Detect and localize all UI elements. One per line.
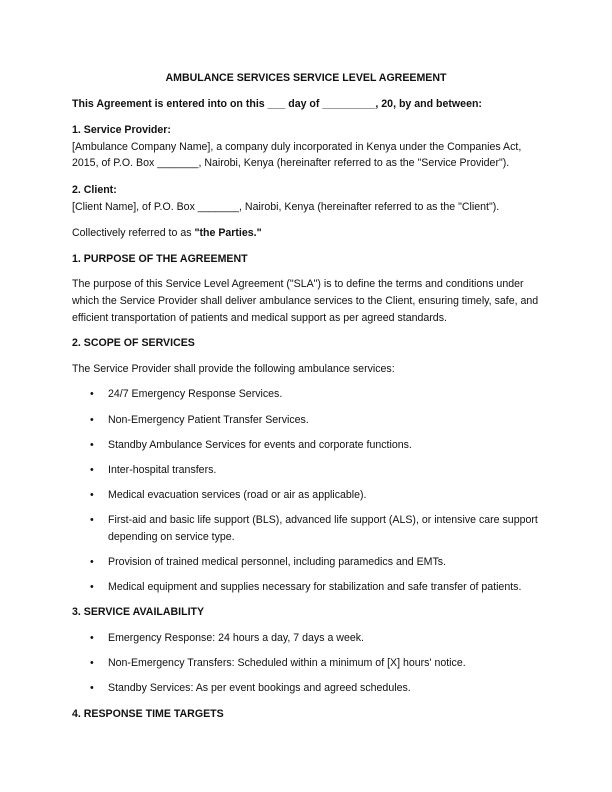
client-text: [Client Name], of P.O. Box _______, Nairobi, Kenya (hereinafter referred to as the "Client").: [72, 200, 500, 213]
availability-list: [72, 630, 540, 697]
section-heading-scope: 2. SCOPE OF SERVICES: [72, 337, 195, 350]
list-item: • Non-Emergency Patient Transfer Services.: [72, 412, 540, 429]
section-heading-availability: 3. SERVICE AVAILABILITY: [72, 606, 205, 619]
provider-text: [Ambulance Company Name], a company duly incorporated in Kenya under the Companies Act, 2015, of P.O. Box _______, Nairobi, Kenya (hereinafter referred to as the "Service Provider").: [72, 140, 522, 170]
purpose-paragraph: The purpose of this Service Level Agreement ("SLA") is to define the terms and conditions under which the Service Provider shall deliver ambulance services to the Client, ensuring timely, safe, and efficient transportation of patients and medical support as per agreed standards.: [72, 278, 539, 324]
parties-bold: "the Parties.": [194, 227, 262, 240]
document-title: AMBULANCE SERVICES SERVICE LEVEL AGREEMENT: [165, 72, 447, 84]
list-item: • First-aid and basic life support (BLS), advanced life support (ALS), or intensive care support depending on service type.: [72, 512, 540, 545]
provider-heading: 1. Service Provider:: [72, 124, 171, 137]
list-item: • Inter-hospital transfers.: [72, 462, 540, 479]
client-heading: 2. Client:: [72, 183, 117, 196]
list-item: • Medical equipment and supplies necessary for stabilization and safe transfer of patients.: [72, 579, 540, 596]
parties-statement: [72, 225, 540, 242]
list-item: • Provision of trained medical personnel, including paramedics and EMTs.: [72, 554, 540, 571]
list-item: • Standby Ambulance Services for events and corporate functions.: [72, 437, 540, 454]
parties-prefix: Collectively referred to as: [72, 227, 195, 240]
list-item: • Standby Services: As per event bookings and agreed schedules.: [72, 680, 540, 697]
scope-list: [72, 386, 540, 596]
section-heading-response-time: 4. RESPONSE TIME TARGETS: [72, 707, 224, 720]
section-heading-purpose: 1. PURPOSE OF THE AGREEMENT: [72, 252, 248, 265]
list-item: • Emergency Response: 24 hours a day, 7 days a week.: [72, 630, 540, 647]
agreement-intro: This Agreement is entered into on this ___ day of _________, 20, by and between:: [72, 97, 482, 110]
list-item: • Medical evacuation services (road or air as applicable).: [72, 487, 540, 504]
scope-paragraph: The Service Provider shall provide the following ambulance services:: [72, 362, 395, 375]
list-item: • Non-Emergency Transfers: Scheduled within a minimum of [X] hours' notice.: [72, 655, 540, 672]
list-item: • 24/7 Emergency Response Services.: [72, 386, 540, 403]
